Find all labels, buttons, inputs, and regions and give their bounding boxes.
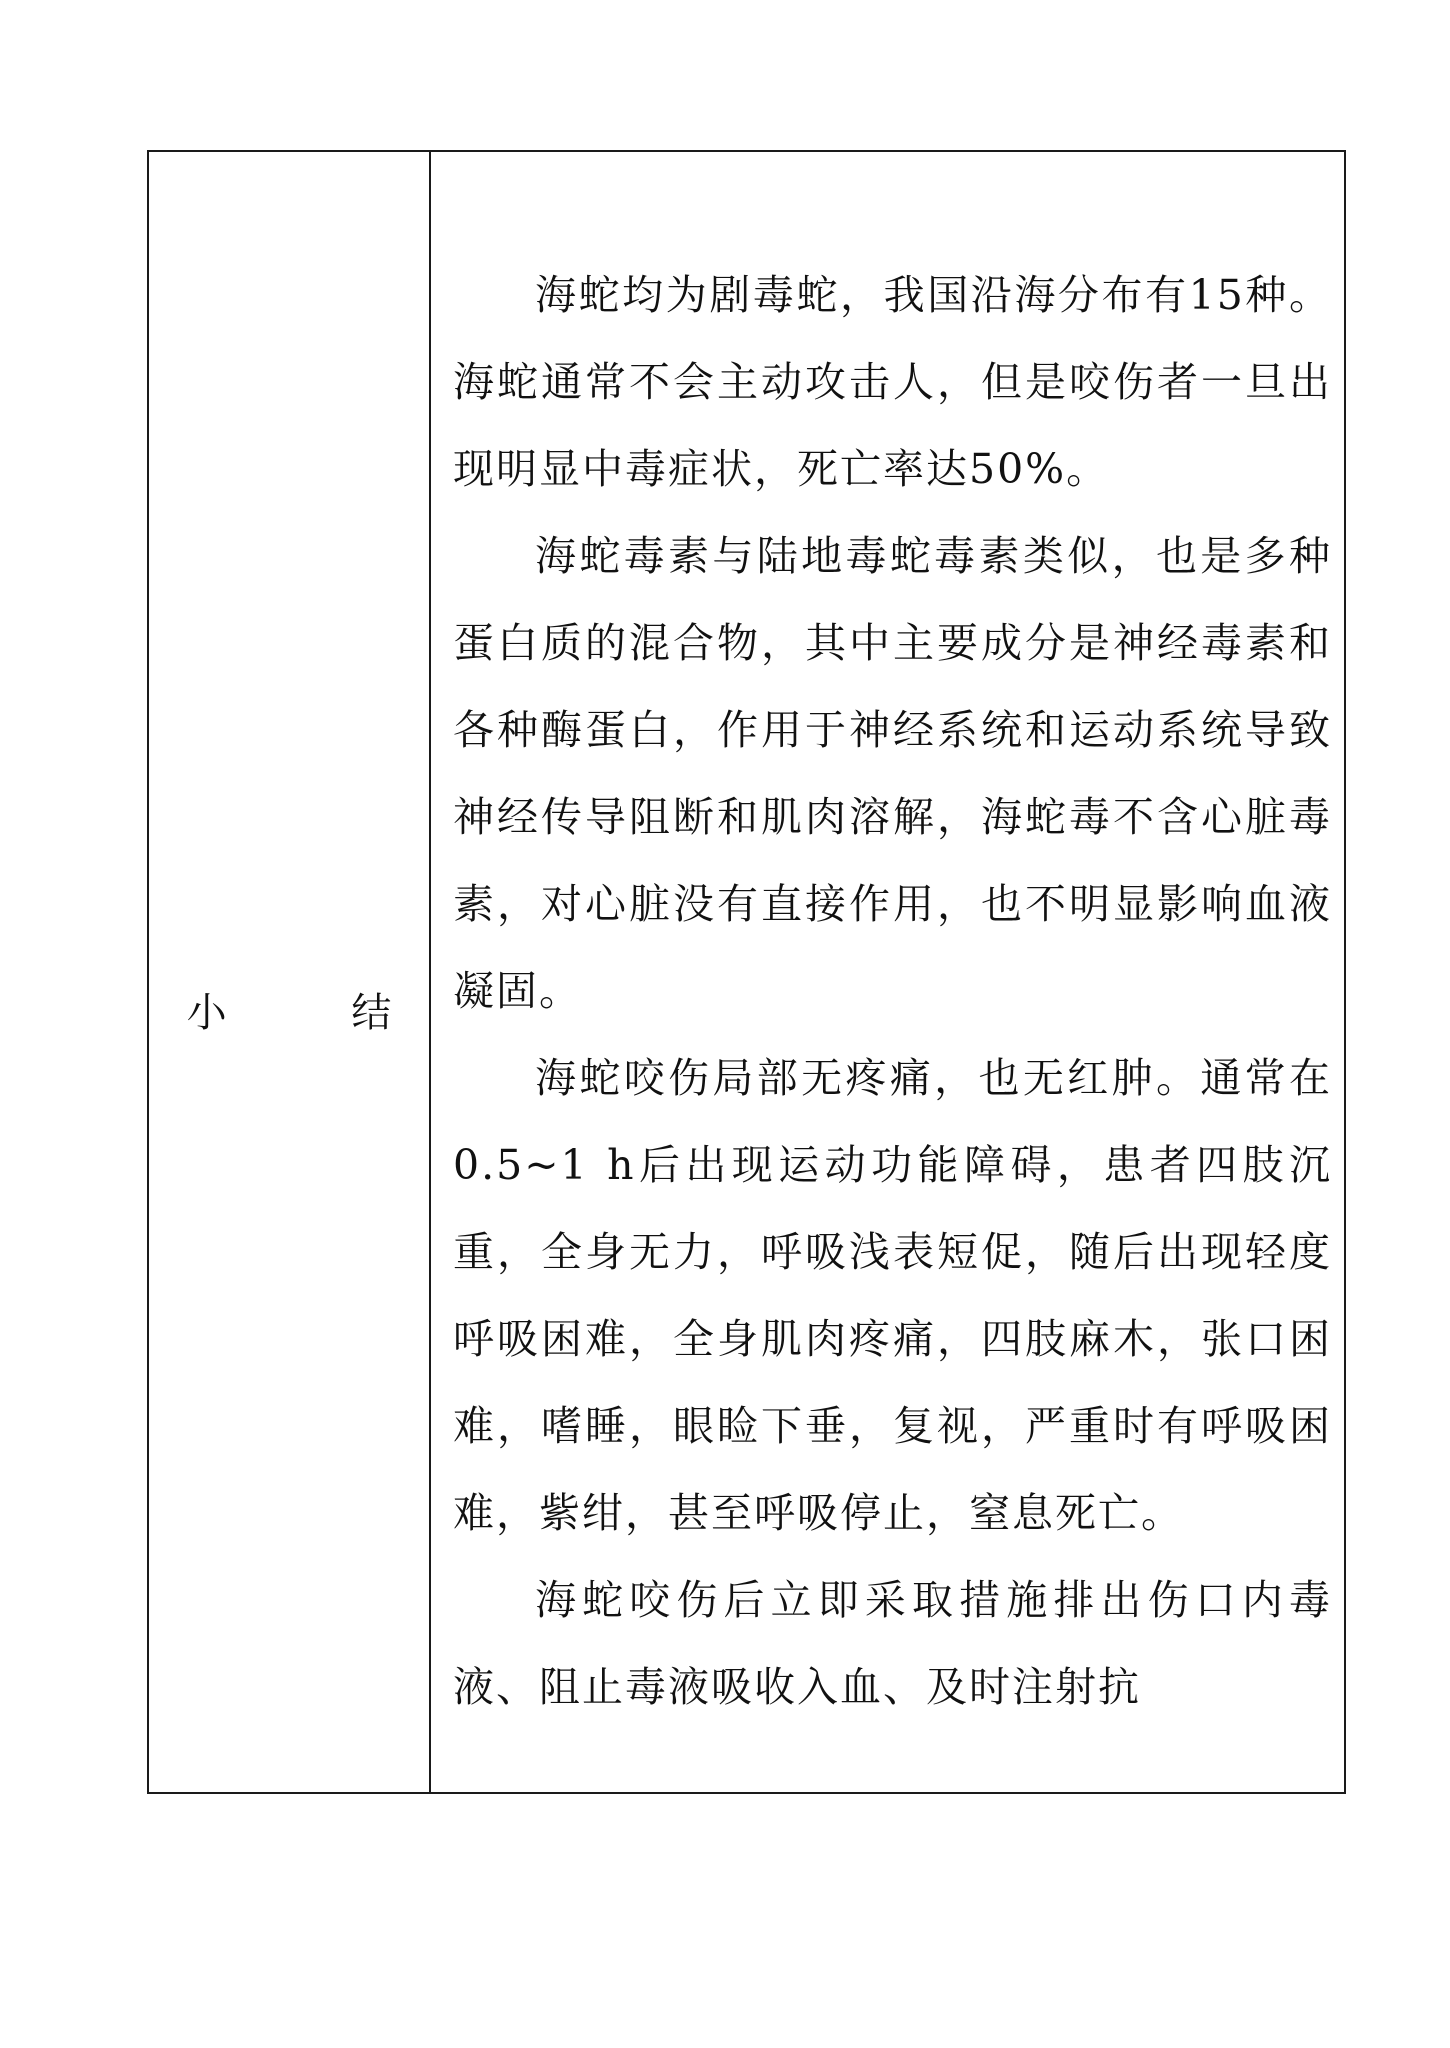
summary-label: 小 结 bbox=[186, 990, 448, 1036]
paragraph-4: 海蛇咬伤后立即采取措施排出伤口内毒液、阻止毒液吸收入血、及时注射抗 bbox=[453, 1576, 1332, 1711]
paragraph-3: 海蛇咬伤局部无疼痛，也无红肿。通常在0.5~1 h后出现运动功能障碍，患者四肢沉重，全身无力，呼吸浅表短促，随后出现轻度呼吸困难，全身肌肉疼痛，四肢麻木，张口困难，嗜睡，眼睑下垂，复视，严重时有呼吸困难，紫绀，甚至呼吸停止，窒息死亡。 bbox=[453, 1054, 1332, 1537]
paragraph-1: 海蛇均为剧毒蛇，我国沿海分布有15种。海蛇通常不会主动攻击人，但是咬伤者一旦出现明显中毒症状，死亡率达50%。 bbox=[453, 271, 1332, 493]
paragraph-2: 海蛇毒素与陆地毒蛇毒素类似，也是多种蛋白质的混合物，其中主要成分是神经毒素和各种酶蛋白，作用于神经系统和运动系统导致神经传导阻断和肌肉溶解，海蛇毒不含心脏毒素，对心脏没有直接作用，也不明显影响血液凝固。 bbox=[453, 532, 1332, 1015]
content-cell bbox=[431, 152, 1344, 1792]
summary-table bbox=[147, 150, 1346, 1794]
label-cell bbox=[149, 152, 448, 1792]
